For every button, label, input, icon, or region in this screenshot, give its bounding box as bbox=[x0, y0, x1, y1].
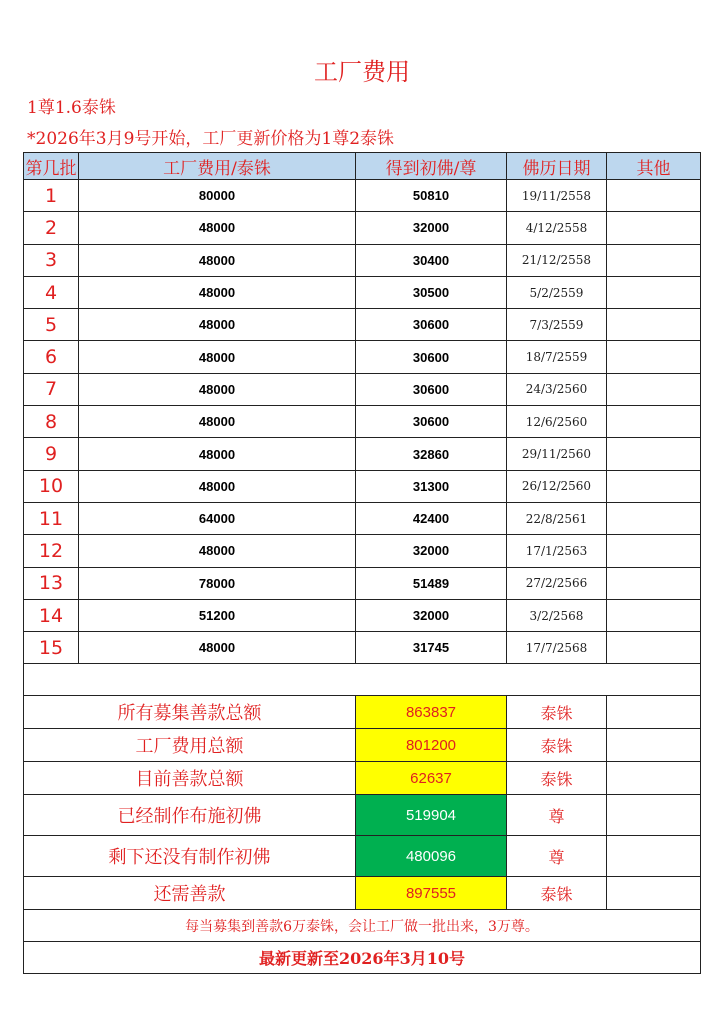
summary-other bbox=[607, 877, 701, 910]
count-cell: 30600 bbox=[356, 309, 507, 341]
summary-label: 还需善款 bbox=[24, 877, 356, 910]
other-cell bbox=[607, 341, 701, 373]
batch-number: 6 bbox=[24, 341, 79, 373]
table-row bbox=[24, 535, 701, 567]
table-row bbox=[24, 470, 701, 502]
date-cell: 3/2/2568 bbox=[507, 599, 607, 631]
batch-number: 3 bbox=[24, 244, 79, 276]
date-cell: 12/6/2560 bbox=[507, 406, 607, 438]
batch-number: 14 bbox=[24, 599, 79, 631]
factory-cost-table bbox=[23, 152, 701, 974]
count-cell: 51489 bbox=[356, 567, 507, 599]
other-cell bbox=[607, 567, 701, 599]
price-update-note: *2026年3月9号开始，工厂更新价格为1尊2泰铢 bbox=[27, 129, 395, 149]
other-cell bbox=[607, 470, 701, 502]
price-note: 1尊1.6泰铢 bbox=[27, 98, 116, 118]
date-cell: 17/7/2568 bbox=[507, 632, 607, 664]
cost-cell: 48000 bbox=[79, 470, 356, 502]
summary-other bbox=[607, 696, 701, 729]
summary-rows bbox=[24, 696, 701, 910]
cost-cell: 48000 bbox=[79, 373, 356, 405]
count-cell: 32000 bbox=[356, 535, 507, 567]
other-cell bbox=[607, 438, 701, 470]
footer-note-row bbox=[24, 910, 701, 942]
count-cell: 31300 bbox=[356, 470, 507, 502]
count-cell: 30400 bbox=[356, 244, 507, 276]
summary-label: 剩下还没有制作初佛 bbox=[24, 836, 356, 877]
date-cell: 27/2/2566 bbox=[507, 567, 607, 599]
date-cell: 21/12/2558 bbox=[507, 244, 607, 276]
cost-cell: 78000 bbox=[79, 567, 356, 599]
summary-row bbox=[24, 696, 701, 729]
blank-row bbox=[24, 664, 701, 696]
count-cell: 31745 bbox=[356, 632, 507, 664]
header-cost: 工厂费用/泰铢 bbox=[79, 153, 356, 180]
other-cell bbox=[607, 599, 701, 631]
other-cell bbox=[607, 632, 701, 664]
count-cell: 30500 bbox=[356, 276, 507, 308]
other-cell bbox=[607, 180, 701, 212]
summary-row bbox=[24, 762, 701, 795]
cost-cell: 48000 bbox=[79, 244, 356, 276]
summary-row bbox=[24, 836, 701, 877]
date-cell: 24/3/2560 bbox=[507, 373, 607, 405]
summary-unit: 泰铢 bbox=[507, 877, 607, 910]
summary-value: 62637 bbox=[356, 762, 507, 795]
table-row bbox=[24, 180, 701, 212]
cost-cell: 64000 bbox=[79, 502, 356, 534]
header-count: 得到初佛/尊 bbox=[356, 153, 507, 180]
count-cell: 30600 bbox=[356, 373, 507, 405]
other-cell bbox=[607, 276, 701, 308]
header-batch: 第几批 bbox=[24, 153, 79, 180]
batch-number: 10 bbox=[24, 470, 79, 502]
batch-number: 1 bbox=[24, 180, 79, 212]
summary-value: 519904 bbox=[356, 795, 507, 836]
summary-value: 863837 bbox=[356, 696, 507, 729]
cost-cell: 48000 bbox=[79, 309, 356, 341]
batch-number: 2 bbox=[24, 212, 79, 244]
summary-row bbox=[24, 877, 701, 910]
summary-value: 801200 bbox=[356, 729, 507, 762]
summary-row bbox=[24, 729, 701, 762]
other-cell bbox=[607, 502, 701, 534]
count-cell: 32000 bbox=[356, 212, 507, 244]
batch-number: 13 bbox=[24, 567, 79, 599]
table-row bbox=[24, 567, 701, 599]
summary-unit: 泰铢 bbox=[507, 696, 607, 729]
cost-cell: 48000 bbox=[79, 632, 356, 664]
count-cell: 30600 bbox=[356, 341, 507, 373]
header-other: 其他 bbox=[607, 153, 701, 180]
count-cell: 32860 bbox=[356, 438, 507, 470]
table-row bbox=[24, 341, 701, 373]
summary-value: 897555 bbox=[356, 877, 507, 910]
cost-cell: 48000 bbox=[79, 406, 356, 438]
batch-number: 5 bbox=[24, 309, 79, 341]
batch-number: 11 bbox=[24, 502, 79, 534]
table-row bbox=[24, 309, 701, 341]
summary-unit: 泰铢 bbox=[507, 729, 607, 762]
cost-cell: 48000 bbox=[79, 276, 356, 308]
table-row bbox=[24, 438, 701, 470]
date-cell: 29/11/2560 bbox=[507, 438, 607, 470]
other-cell bbox=[607, 535, 701, 567]
other-cell bbox=[607, 373, 701, 405]
table-row bbox=[24, 373, 701, 405]
summary-other bbox=[607, 836, 701, 877]
date-cell: 5/2/2559 bbox=[507, 276, 607, 308]
date-cell: 22/8/2561 bbox=[507, 502, 607, 534]
batch-number: 8 bbox=[24, 406, 79, 438]
footer-update-row bbox=[24, 942, 701, 974]
header-date: 佛历日期 bbox=[507, 153, 607, 180]
date-cell: 4/12/2558 bbox=[507, 212, 607, 244]
other-cell bbox=[607, 406, 701, 438]
summary-unit: 尊 bbox=[507, 795, 607, 836]
batch-number: 12 bbox=[24, 535, 79, 567]
batch-number: 4 bbox=[24, 276, 79, 308]
table-row bbox=[24, 276, 701, 308]
batch-number: 7 bbox=[24, 373, 79, 405]
date-cell: 26/12/2560 bbox=[507, 470, 607, 502]
footer-note: 每当募集到善款6万泰铢，会让工厂做一批出来，3万尊。 bbox=[24, 910, 701, 942]
summary-label: 已经制作布施初佛 bbox=[24, 795, 356, 836]
batch-number: 9 bbox=[24, 438, 79, 470]
count-cell: 32000 bbox=[356, 599, 507, 631]
batch-rows bbox=[24, 180, 701, 664]
summary-other bbox=[607, 795, 701, 836]
count-cell: 30600 bbox=[356, 406, 507, 438]
table-row bbox=[24, 502, 701, 534]
summary-unit: 泰铢 bbox=[507, 762, 607, 795]
table-row bbox=[24, 599, 701, 631]
date-cell: 19/11/2558 bbox=[507, 180, 607, 212]
page-title: 工厂费用 bbox=[314, 58, 410, 86]
other-cell bbox=[607, 212, 701, 244]
cost-cell: 48000 bbox=[79, 212, 356, 244]
date-cell: 18/7/2559 bbox=[507, 341, 607, 373]
cost-cell: 51200 bbox=[79, 599, 356, 631]
cost-cell: 48000 bbox=[79, 341, 356, 373]
summary-unit: 尊 bbox=[507, 836, 607, 877]
table-row bbox=[24, 406, 701, 438]
summary-row bbox=[24, 795, 701, 836]
count-cell: 50810 bbox=[356, 180, 507, 212]
date-cell: 7/3/2559 bbox=[507, 309, 607, 341]
summary-other bbox=[607, 762, 701, 795]
summary-label: 所有募集善款总额 bbox=[24, 696, 356, 729]
cost-cell: 48000 bbox=[79, 535, 356, 567]
header-row bbox=[24, 153, 701, 180]
cost-cell: 80000 bbox=[79, 180, 356, 212]
summary-label: 目前善款总额 bbox=[24, 762, 356, 795]
other-cell bbox=[607, 309, 701, 341]
summary-label: 工厂费用总额 bbox=[24, 729, 356, 762]
summary-value: 480096 bbox=[356, 836, 507, 877]
count-cell: 42400 bbox=[356, 502, 507, 534]
table-row bbox=[24, 212, 701, 244]
batch-number: 15 bbox=[24, 632, 79, 664]
other-cell bbox=[607, 244, 701, 276]
footer-update: 最新更新至2026年3月10号 bbox=[24, 942, 701, 974]
summary-other bbox=[607, 729, 701, 762]
cost-cell: 48000 bbox=[79, 438, 356, 470]
date-cell: 17/1/2563 bbox=[507, 535, 607, 567]
blank-cell bbox=[24, 664, 701, 696]
table-row bbox=[24, 244, 701, 276]
table-row bbox=[24, 632, 701, 664]
